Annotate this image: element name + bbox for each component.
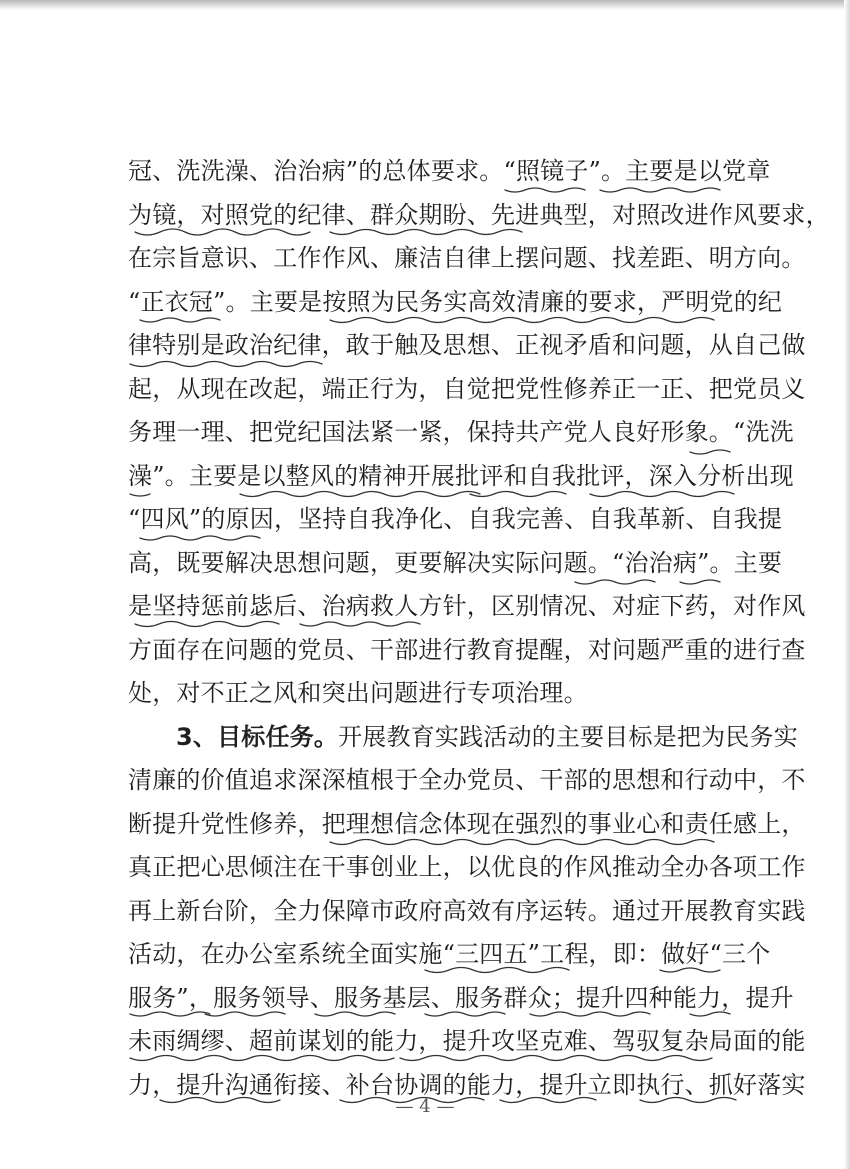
- text-line: 断提升党性修养，把理想信念体现在强烈的事业心和责任感上，: [128, 809, 806, 838]
- text-line: 真正把心思倾注在干事创业上，以优良的作风推动全办各项工作: [128, 853, 806, 881]
- text-line: 在宗旨意识、工作作风、廉洁自律上摆问题、找差距、明方向。: [128, 244, 806, 272]
- text-line: 为镜，对照党的纪律、群众期盼、先进典型，对照改进作风要求，: [128, 200, 830, 229]
- page-number: — 4 —: [395, 1096, 455, 1117]
- text-line: 活动，在办公室系统全面实施“三四五”工程，即：做好“三个: [128, 940, 771, 968]
- scan-edge-top: [0, 0, 850, 10]
- document-body: [128, 150, 830, 1107]
- text-line: 律特别是政治纪律，敢于触及思想、正视矛盾和问题，从自己做: [128, 331, 806, 359]
- text-line: 清廉的价值追求深深植根于全办党员、干部的思想和行动中，不: [128, 766, 806, 794]
- text-line: 高，既要解决思想问题，更要解决实际问题。“治治病”。主要: [128, 548, 783, 577]
- text-line: 服务”，服务领导、服务基层、服务群众；提升四种能力，提升: [128, 983, 794, 1012]
- text-line: 起，从现在改起，端正行为，自觉把党性修养正一正、把党员义: [128, 374, 806, 403]
- scan-edge-right: [844, 0, 850, 1169]
- text-line: “四风”的原因，坚持自我净化、自我完善、自我革新、自我提: [128, 505, 783, 533]
- section-3-text: 开展教育实践活动的主要目标是把为民务实: [338, 722, 798, 751]
- text-line: 再上新台阶，全力保障市政府高效有序运转。通过开展教育实践: [128, 896, 806, 925]
- section-heading: 3、目标任务。: [176, 722, 339, 751]
- text-line: 力，提升沟通衔接、补台协调的能力，提升立即执行、抓好落实: [128, 1070, 806, 1099]
- text-line: 是坚持惩前毖后、治病救人方针，区别情况、对症下药，对作风: [128, 592, 806, 620]
- text-line: “正衣冠”。主要是按照为民务实高效清廉的要求，严明党的纪: [128, 287, 783, 316]
- text-line: 处，对不正之风和突出问题进行专项治理。: [128, 679, 588, 707]
- text-line: 冠、洗洗澡、治治病”的总体要求。“照镜子”。主要是以党章: [128, 157, 771, 185]
- text-line: 澡”。主要是以整风的精神开展批评和自我批评，深入分析出现: [128, 461, 794, 490]
- text-line: 方面存在问题的党员、干部进行教育提醒，对问题严重的进行查: [128, 635, 806, 664]
- text-line: 务理一理、把党纪国法紧一紧，保持共产党人良好形象。“洗洗: [128, 418, 794, 446]
- text-line: 未雨绸缪、超前谋划的能力，提升攻坚克难、驾驭复杂局面的能: [128, 1027, 806, 1055]
- section-3-first-line: [128, 716, 798, 760]
